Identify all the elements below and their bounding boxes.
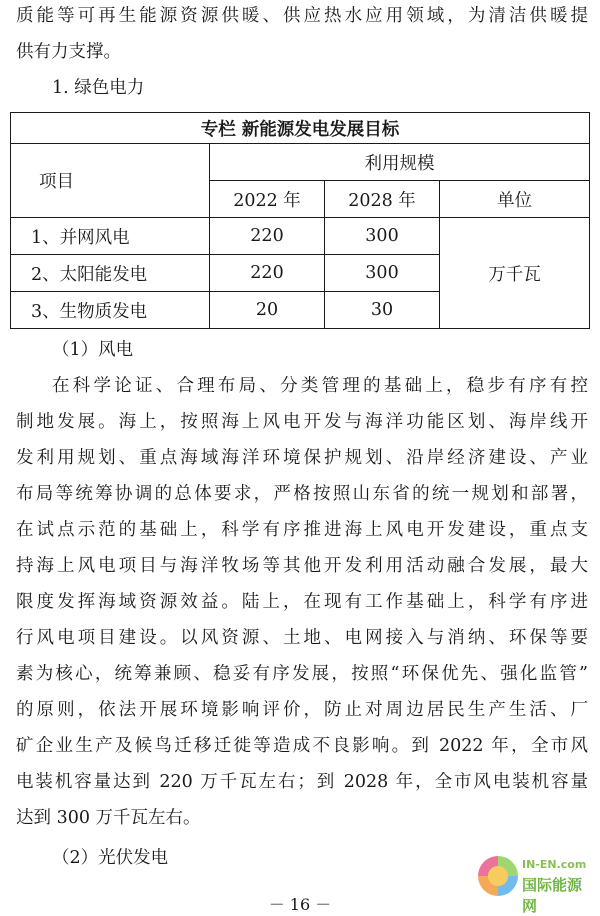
row-name: 2、太阳能发电 <box>11 255 210 292</box>
targets-table <box>10 112 590 329</box>
col-2028-header: 2028 年 <box>325 181 440 218</box>
col-2022-header: 2022 年 <box>210 181 325 218</box>
col-scale-header: 利用规模 <box>210 144 590 181</box>
wind-paragraph-line: 电装机容量达到 220 万千瓦左右；到 2028 年，全市风电装机容量 <box>16 772 588 792</box>
wind-paragraph-line: 素为核心，统筹兼顾、稳妥有序发展，按照“环保优先、强化监管” <box>16 664 588 684</box>
row-2022-value: 220 <box>210 255 325 292</box>
wind-paragraph-line: 矿企业生产及候鸟迁移迁徙等造成不良影响。到 2022 年，全市风 <box>16 736 588 756</box>
row-name: 3、生物质发电 <box>11 292 210 329</box>
intro-line-1: 质能等可再生能源资源供暖、供应热水应用领域，为清洁供暖提 <box>16 6 588 26</box>
table-row <box>11 218 590 255</box>
wind-paragraph-line: 行风电项目建设。以风资源、土地、电网接入与消纳、环保等要 <box>16 628 588 648</box>
intro-line-2: 供有力支撑。 <box>16 42 121 62</box>
table-caption: 专栏 新能源发电发展目标 <box>11 113 590 144</box>
pv-heading: （2）光伏发电 <box>52 848 169 868</box>
section-heading: 1. 绿色电力 <box>52 78 145 98</box>
wind-heading: （1）风电 <box>52 340 134 360</box>
wind-paragraph-line: 在科学论证、合理布局、分类管理的基础上，稳步有序有控 <box>52 376 588 396</box>
col-project-header: 项目 <box>11 144 210 218</box>
row-2028-value: 30 <box>325 292 440 329</box>
row-2022-value: 220 <box>210 218 325 255</box>
wind-paragraph-line: 制地发展。海上，按照海上风电开发与海洋功能区划、海岸线开 <box>16 412 588 432</box>
wind-paragraph-line: 的原则，依法开展环境影响评价，防止对周边居民生产生活、厂 <box>16 700 588 720</box>
wind-paragraph-line: 布局等统筹协调的总体要求，严格按照山东省的统一规划和部署， <box>16 484 588 504</box>
watermark-cn: 国际能源网 <box>522 876 583 915</box>
unit-cell: 万千瓦 <box>440 218 590 329</box>
watermark-en: IN-EN.com <box>522 858 587 871</box>
wind-paragraph-line: 达到 300 万千瓦左右。 <box>16 808 201 828</box>
row-2028-value: 300 <box>325 255 440 292</box>
row-2022-value: 20 <box>210 292 325 329</box>
col-unit-header: 单位 <box>440 181 590 218</box>
row-name: 1、并网风电 <box>11 218 210 255</box>
wind-paragraph-line: 发利用规划、重点海域海洋环境保护规划、沿岸经济建设、产业 <box>16 448 588 468</box>
row-2028-value: 300 <box>325 218 440 255</box>
watermark-logo <box>478 852 596 915</box>
wind-paragraph-line: 限度发挥海域资源效益。陆上，在现有工作基础上，科学有序进 <box>16 592 588 612</box>
sun-logo-icon <box>478 856 518 896</box>
wind-paragraph-line: 在试点示范的基础上，科学有序推进海上风电开发建设，重点支 <box>16 520 588 540</box>
page-number: － 16 － <box>268 895 332 914</box>
wind-paragraph-line: 持海上风电项目与海洋牧场等其他开发利用活动融合发展，最大 <box>16 556 588 576</box>
